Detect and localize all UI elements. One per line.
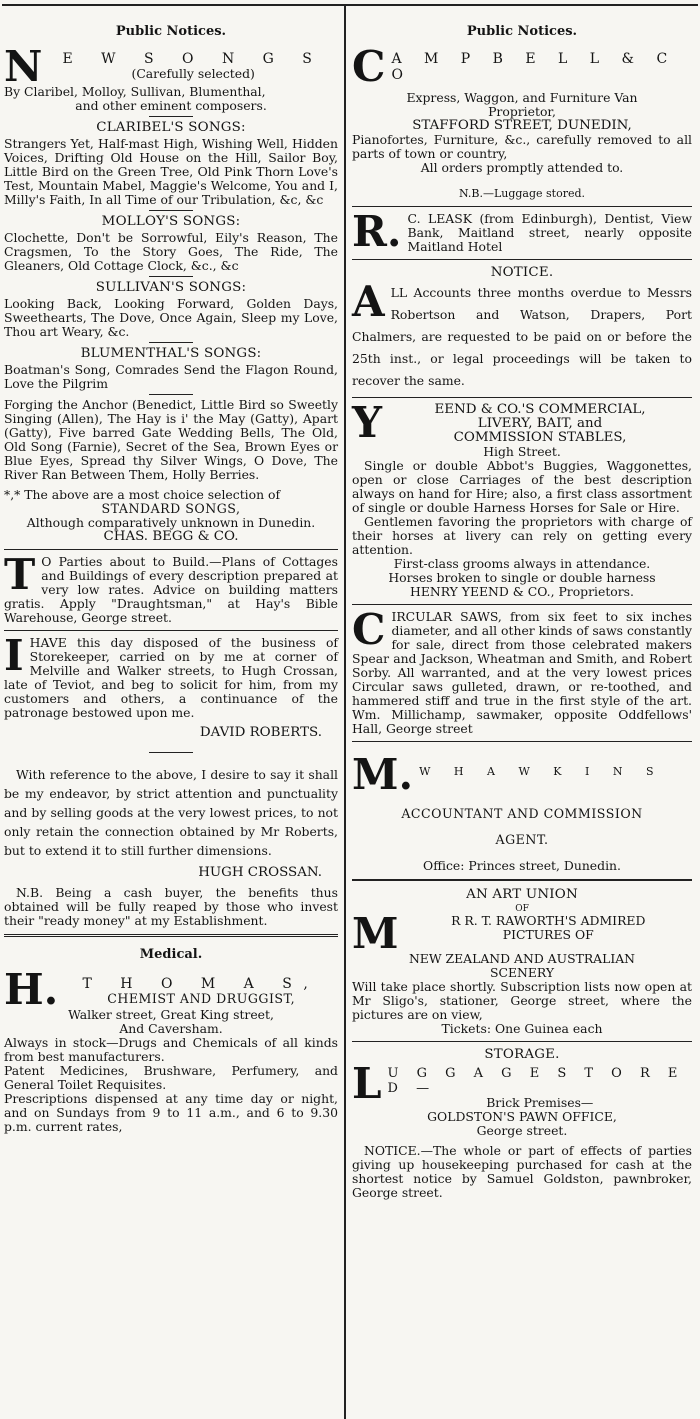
yeend-title1: EEND & CO.'S COMMERCIAL, (434, 402, 646, 417)
yeend-title2: LIVERY, BAIT, and (477, 416, 603, 431)
storage-heading: STORAGE. (484, 1047, 560, 1062)
molloy-songs: Clochette, Don't be Sorrowful, Eily's Reason, The Cragsmen, To the Story Goes, The Ride, The Gleaners, Old Cottage Clock, &c., &c (4, 230, 338, 273)
rule (352, 397, 692, 398)
rule (352, 259, 692, 260)
songs-line1: (Carefully selected) (131, 66, 255, 81)
campbell-ad (352, 42, 692, 201)
new-songs-ad (4, 42, 338, 544)
campbell-dropcap: C (352, 42, 386, 91)
medical-header: Medical. (139, 947, 203, 962)
rule (352, 206, 692, 207)
leask-body: C. LEASK (from Edinburgh), Dentist, View Bank, Maitland street, nearly opposite Maitland Hotel (407, 211, 692, 254)
storage-line2: GOLDSTON'S PAWN OFFICE, (427, 1109, 617, 1124)
page-top-rule (2, 4, 698, 6)
rule (4, 630, 338, 631)
yeend-line2: Horses broken to single or double harness (388, 570, 656, 585)
rule (352, 741, 692, 742)
storage-dropcap: L (352, 1059, 382, 1108)
saws-ad (352, 605, 692, 736)
songs-title: E W S O N G S (62, 51, 324, 67)
notice-heading: NOTICE. (490, 265, 554, 280)
rule (352, 879, 692, 881)
campbell-line1: Express, Waggon, and Furniture Van (406, 90, 638, 105)
artunion-dropcap: M (352, 909, 399, 958)
songs-line3: and other eminent composers. (75, 98, 267, 113)
blumenthal-songs: Boatman's Song, Comrades Send the Flagon Round, Love the Pilgrim (4, 362, 338, 391)
hawkins-line2: AGENT. (495, 832, 549, 847)
storage-line3: George street. (476, 1123, 568, 1138)
saws-body: IRCULAR SAWS, from six feet to six inches diameter, and all other kinds of saws constantly for sale, direct from those celebrated makers Spear and Jackson, Wheatman and Smith, and Robert Sorby. All warranted, and at the very lowest prices Circular saws gulleted, drawn, or re-toothed, and hammered stiff and true in the first style of the art. Wm. Millichamp, sawmaker, opposite Oddfellows' Hall, George street (352, 609, 692, 736)
separator (149, 210, 193, 211)
songs-signature: CHAS. BEGG & CO. (103, 529, 239, 544)
column-divider (344, 4, 346, 1419)
storage-line1: Brick Premises— (486, 1095, 594, 1110)
separator (149, 116, 193, 117)
yeend-body2: Gentlemen favoring the proprietors with charge of their horses at livery can rely on getting every attention. (352, 514, 692, 557)
yeend-body1: Single or double Abbot's Buggies, Waggonettes, open or close Carriages of the best description always on hand for Hire; also, a first class assortment of single or double Harness Horses for Sale or Hire. (352, 458, 692, 515)
thomas-body1: Always in stock—Drugs and Chemicals of all kinds from best manufacturers. (4, 1035, 338, 1064)
molloy-heading: MOLLOY'S SONGS: (101, 214, 241, 229)
blumenthal-heading: BLUMENTHAL'S SONGS: (80, 346, 262, 361)
roberts-signature: DAVID ROBERTS. (199, 725, 322, 740)
build-ad (4, 550, 338, 625)
campbell-body: Pianofortes, Furniture, &c., carefully removed to all parts of town or country, (352, 132, 692, 161)
thomas-line2: Walker street, Great King street, (68, 1007, 274, 1022)
crossan-signature: HUGH CROSSAN. (198, 865, 322, 880)
notice-ad (352, 265, 692, 392)
roberts-body: HAVE this day disposed of the business of Storekeeper, carried on by me at corner of Melville and Walker streets, to Hugh Crossan, late of Teviot, and beg to solicit for him, from my customers and others, a continuance of the patronage bestowed upon me. (4, 635, 338, 720)
yeend-ad (352, 398, 692, 599)
claribel-songs: Strangers Yet, Half-mast High, Wishing Well, Hidden Voices, Drifting Old House on the Hill, Sailor Boy, Little Bird on the Green Tree, Old Pink Thorn Love's Test, Mountain Mabel, Maggie's Welcome, You and I, Milly's Faith, In all Time of our Tribulation, &c, &c (4, 136, 338, 207)
campbell-line3: STAFFORD STREET, DUNEDIN, (412, 118, 632, 133)
thomas-line3: And Caversham. (119, 1021, 223, 1036)
artunion-ad (352, 887, 692, 1036)
build-dropcap: T (4, 550, 36, 599)
thomas-dropcap: H. (4, 965, 59, 1014)
build-body: O Parties about to Build.—Plans of Cottages and Buildings of every description prepared at very low rates. Advice on building matters gratis. Apply "Draughtsman," at Hay's Bible Warehouse, George street. (4, 554, 338, 625)
yeend-title3: COMMISSION STABLES, (453, 430, 627, 445)
artunion-heading: AN ART UNION (466, 887, 578, 902)
artunion-line2: PICTURES OF (502, 927, 594, 942)
yeend-line1: First-class grooms always in attendance. (393, 556, 651, 571)
leask-dropcap: R. (352, 207, 402, 256)
crossan-body: With reference to the above, I desire to say it shall be my endeavor, by strict attention and punctuality and by selling goods at the very lowest prices, to not only retain the connection obtained by Mr Roberts, but to extend it to still further dimensions. (4, 767, 338, 858)
storage-body: NOTICE.—The whole or part of effects of parties giving up housekeeping purchased for cash at the shortest notice by Samuel Goldston, pawnbroker, George street. (352, 1143, 692, 1200)
songs-closing1: *,* The above are a most choice selection of (4, 487, 281, 502)
thomas-line1: CHEMIST AND DRUGGIST, (107, 991, 296, 1006)
thomas-name: T H O M A S, (82, 976, 320, 992)
artunion-tickets: Tickets: One Guinea each (441, 1021, 603, 1036)
thomas-body3: Prescriptions dispensed at any time day or night, and on Sundays from 9 to 11 a.m., and 6 to 9.30 p.m. current rates, (4, 1091, 338, 1134)
double-rule (4, 934, 338, 937)
storage-title: U G G A G E S T O R E D — (387, 1066, 685, 1096)
saws-dropcap: C (352, 605, 386, 654)
rule (4, 549, 338, 550)
roberts-dropcap: I (4, 631, 24, 680)
left-section-header: Public Notices. (115, 24, 227, 39)
yeend-title4: High Street. (483, 444, 561, 459)
hawkins-name: W H A W K I N S (419, 765, 664, 778)
songs-line2: By Claribel, Molloy, Sullivan, Blumenthal, (4, 84, 266, 99)
songs-dropcap: N (4, 42, 43, 91)
songs-closing2: STANDARD SONGS, (101, 501, 241, 516)
hawkins-ad (352, 747, 692, 873)
campbell-line4: All orders promptly attended to. (420, 160, 624, 175)
yeend-signature: HENRY YEEND & CO., Proprietors. (410, 584, 634, 599)
hawkins-dropcap: M. (352, 750, 414, 799)
right-column (352, 10, 692, 1202)
campbell-title: A M P B E L L & C O (391, 51, 677, 83)
artunion-of: OF (515, 904, 529, 914)
songs-closing3: Although comparatively unknown in Dunedin. (26, 515, 316, 530)
artunion-body: Will take place shortly. Subscription lists now open at Mr Sligo's, stationer, George street, where the pictures are on view, (352, 979, 692, 1022)
roberts-ad (4, 631, 338, 740)
rule (352, 1041, 692, 1042)
yeend-dropcap: Y (352, 398, 382, 447)
crossan-nb: N.B. Being a cash buyer, the benefits thus obtained will be fully reaped by those who invest their "ready money" at my Establishment. (4, 885, 338, 928)
separator (149, 276, 193, 277)
thomas-body2: Patent Medicines, Brushware, Perfumery, and General Toilet Requisites. (4, 1063, 338, 1092)
claribel-heading: CLARIBEL'S SONGS: (96, 120, 246, 135)
hawkins-line1: ACCOUNTANT AND COMMISSION (401, 806, 643, 821)
rule (352, 604, 692, 605)
separator (149, 752, 193, 753)
misc-songs: Forging the Anchor (Benedict, Little Bird so Sweetly Singing (Allen), The Hay is i' the May (Gatty), Apart (Gatty), Five barred Gate Wedding Bells, The Old, Old Song (Farnie), Secret of the Sea, Brown Eyes or Blue Eyes, Spread thy Silver Wings, O Dove, The River Ran Between Them, Holly Berries. (4, 397, 338, 482)
right-section-header: Public Notices. (466, 24, 578, 39)
hawkins-line3: Office: Princes street, Dunedin. (423, 858, 621, 873)
campbell-nb: N.B.—Luggage stored. (458, 187, 586, 200)
thomas-ad (4, 965, 338, 1134)
artunion-line3: NEW ZEALAND AND AUSTRALIAN (408, 951, 636, 966)
artunion-line4: SCENERY (489, 965, 555, 980)
notice-body: LL Accounts three months overdue to Messrs Robertson and Watson, Drapers, Port Chalmers, are requested to be paid on or before the 25th inst., or legal proceedings will be taken to recover the same. (352, 285, 692, 388)
campbell-line2: Proprietor, (488, 104, 556, 119)
storage-ad (352, 1047, 692, 1200)
sullivan-heading: SULLIVAN'S SONGS: (95, 280, 247, 295)
sullivan-songs: Looking Back, Looking Forward, Golden Days, Sweethearts, The Dove, Once Again, Sleep my Love, Thou art Weary, &c. (4, 296, 338, 339)
left-column (4, 10, 338, 1136)
leask-ad (352, 207, 692, 256)
crossan-ad (4, 765, 338, 928)
artunion-line1: R R. T. RAWORTH'S ADMIRED (451, 913, 646, 928)
separator (149, 394, 193, 395)
notice-dropcap: A (352, 277, 385, 326)
separator (149, 342, 193, 343)
